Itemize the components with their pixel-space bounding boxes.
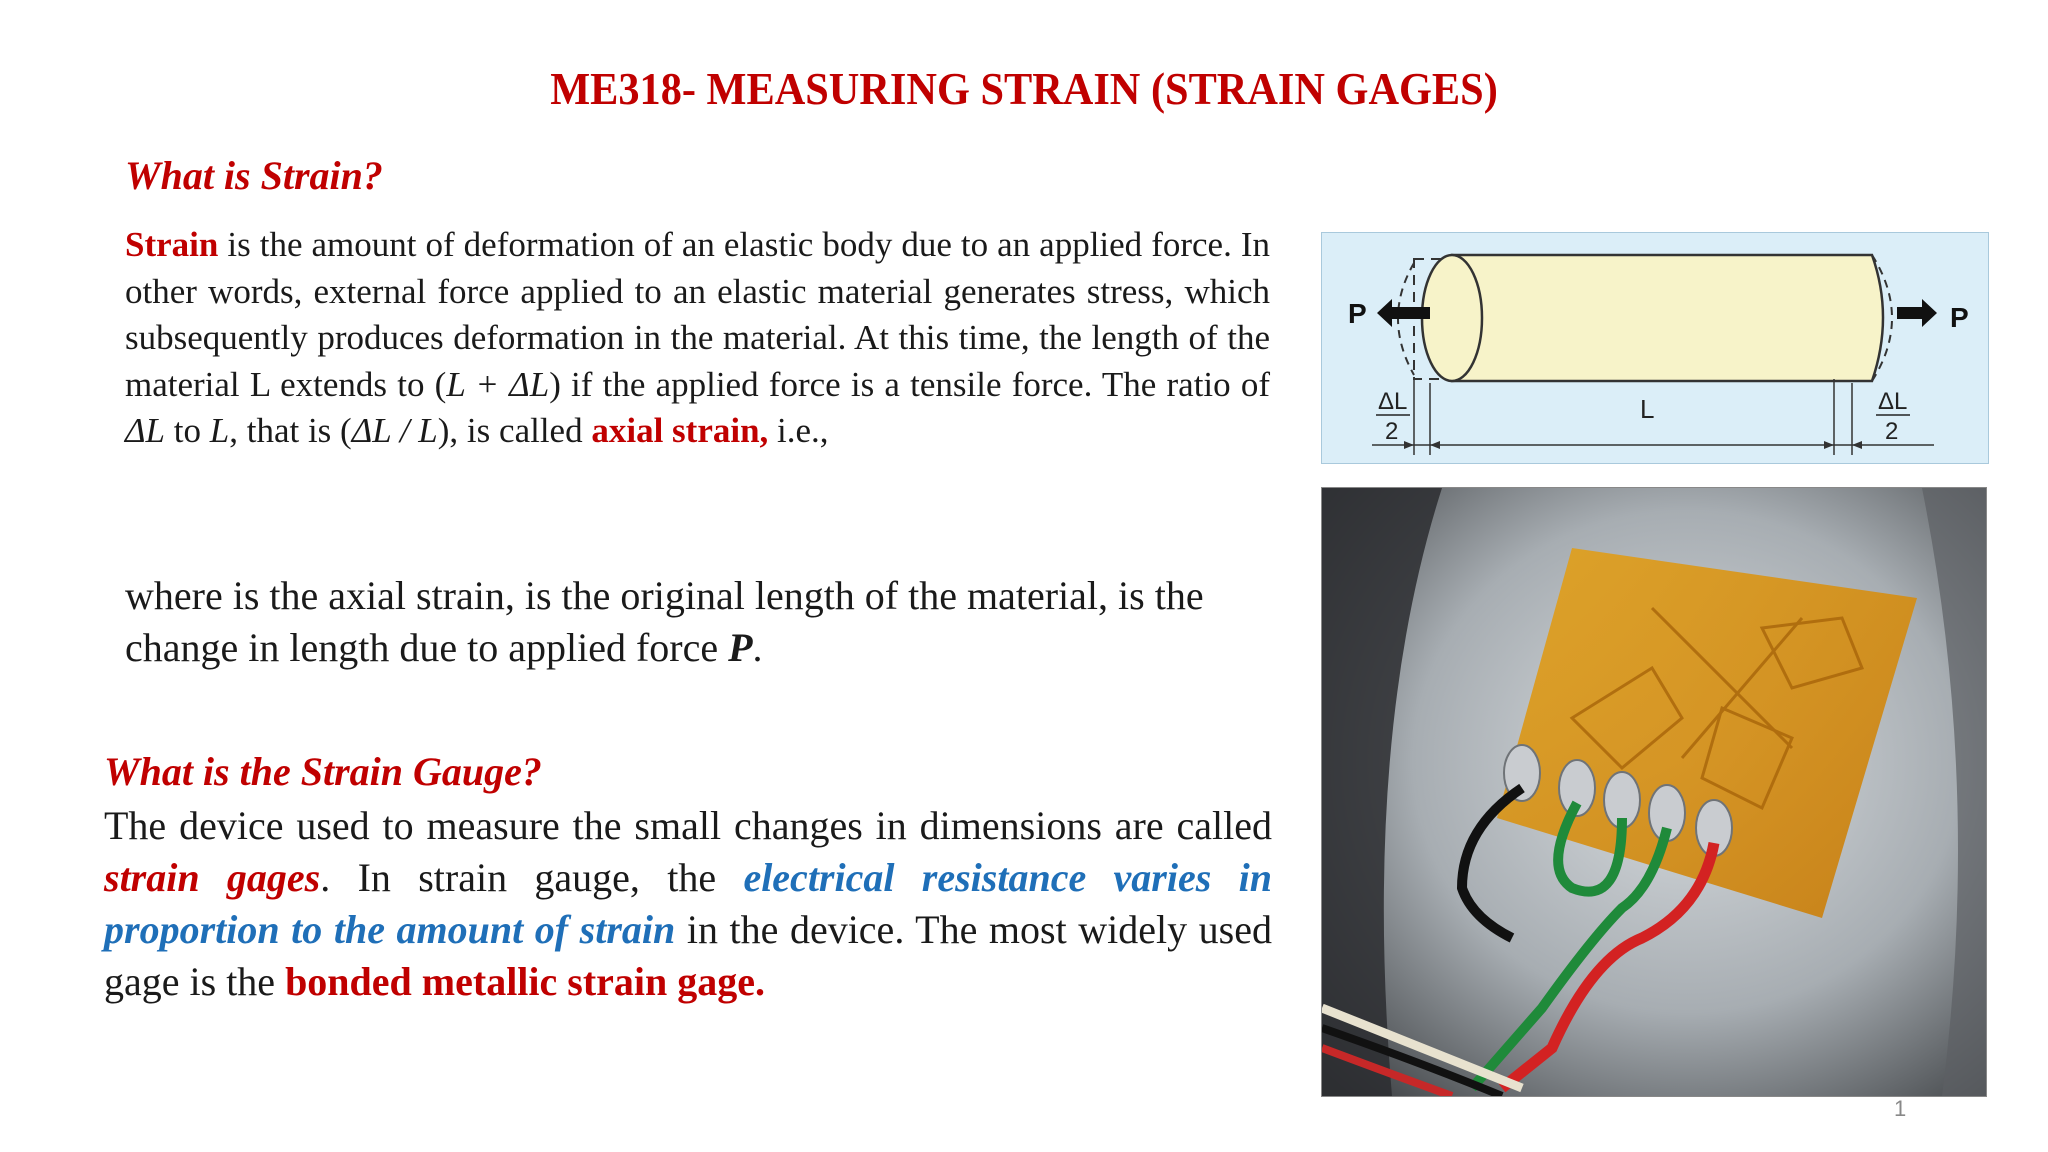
delta-l-symbol: ΔL xyxy=(125,411,166,450)
force-symbol: P xyxy=(728,625,753,670)
right-force-arrow-icon xyxy=(1897,299,1937,327)
right-denominator: 2 xyxy=(1885,418,1899,445)
gauge-text-2: . In strain gauge, the xyxy=(320,855,744,900)
strain-gauge-photo xyxy=(1321,487,1987,1097)
strain-text-4: , that is ( xyxy=(229,411,352,450)
cylinder-body xyxy=(1452,255,1883,381)
left-delta-label: ΔL xyxy=(1378,388,1408,415)
strain-gauge-paragraph xyxy=(104,800,1272,1008)
left-denominator: 2 xyxy=(1385,418,1399,445)
strain-text-1: is the amount of deformation of an elastic body due to an applied force. In other words, external force applied to an elastic material generates stress, which subsequently produces deformation in the material. At this time, the length of the material L extends to ( xyxy=(125,225,1270,404)
cylinder-diagram-svg xyxy=(1322,233,1988,463)
resistance-emphasis: electrical resistance varies in proportion to the amount of strain xyxy=(104,855,1272,952)
ratio-expr: ΔL / L xyxy=(351,411,438,450)
page-number: 1 xyxy=(1894,1096,1907,1121)
where-text: where is the axial strain, is the original length of the material, is the change in length due to applied force xyxy=(125,573,1204,670)
left-force-label: P xyxy=(1348,298,1367,329)
strain-text-3: to xyxy=(165,411,210,450)
bonded-gage-term: bonded metallic strain gage. xyxy=(285,959,766,1004)
extended-length-expr: L + ΔL xyxy=(446,364,550,404)
strain-gages-term: strain gages xyxy=(104,855,321,900)
right-force-label: P xyxy=(1950,302,1969,333)
right-delta-label: ΔL xyxy=(1878,388,1908,415)
strain-gauge-illustration xyxy=(1322,488,1986,1096)
l-symbol: L xyxy=(209,411,230,450)
axial-strain-term: axial strain, xyxy=(591,411,769,450)
strain-heading: What is Strain? xyxy=(125,153,383,198)
where-period: . xyxy=(752,625,763,670)
strain-term: Strain xyxy=(125,225,219,264)
strain-definition-paragraph xyxy=(125,222,1270,455)
gauge-text-1: The device used to measure the small changes in dimensions are called xyxy=(104,803,1272,848)
cylinder-end-cap xyxy=(1422,255,1482,381)
strain-text-6: i.e., xyxy=(768,411,829,450)
where-paragraph xyxy=(125,570,1275,674)
axial-strain-diagram xyxy=(1321,232,1989,464)
length-label: L xyxy=(1640,394,1655,424)
strain-text-2: ) if the applied force is a tensile force. The ratio of xyxy=(549,364,1270,404)
gauge-text-3: in the device. The most widely used gage is the xyxy=(104,907,1272,1004)
strain-text-5: ), is called xyxy=(437,411,592,450)
slide-title: ME318- MEASURING STRAIN (STRAIN GAGES) xyxy=(550,63,1498,114)
strain-gauge-heading: What is the Strain Gauge? xyxy=(104,749,542,794)
